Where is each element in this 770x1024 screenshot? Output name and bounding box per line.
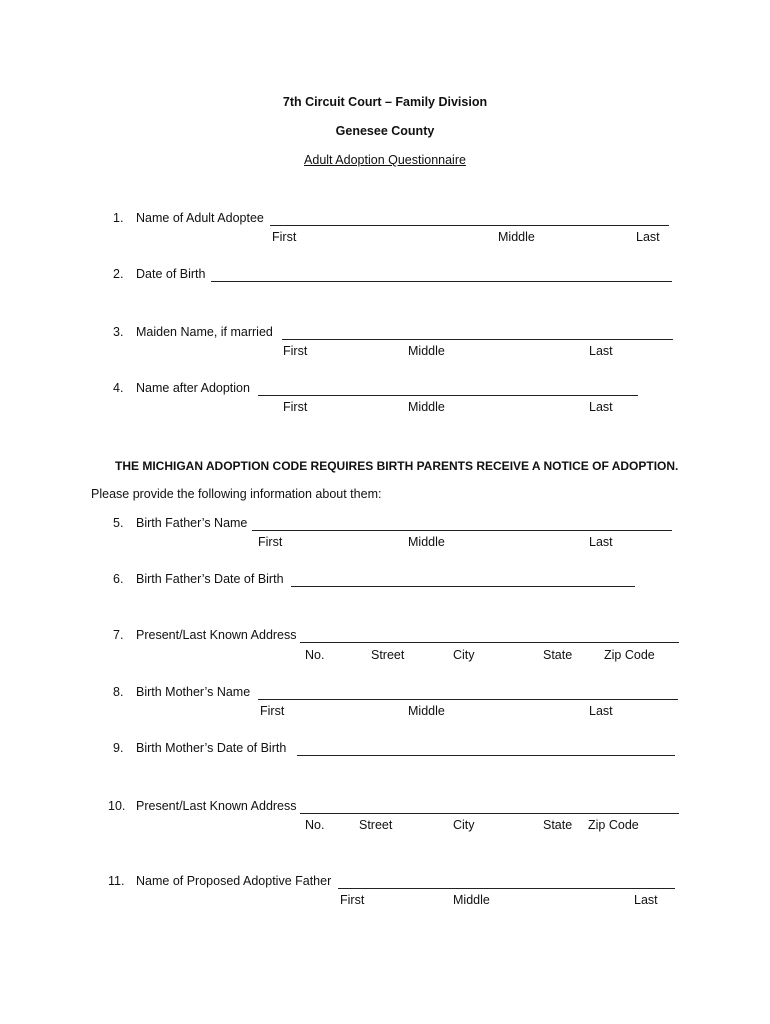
court-name: 7th Circuit Court – Family Division xyxy=(282,95,488,109)
sub-label-last: Last xyxy=(589,344,613,358)
field-label: Maiden Name, if married xyxy=(136,325,273,339)
field-number: 1. xyxy=(113,211,124,225)
sub-label-street: Street xyxy=(359,818,393,832)
sub-label-first: First xyxy=(283,400,308,414)
sub-label-last: Last xyxy=(634,893,658,907)
field-label: Date of Birth xyxy=(136,267,206,281)
field-label: Present/Last Known Address xyxy=(136,799,297,813)
field-number: 2. xyxy=(113,267,124,281)
instructions-text: Please provide the following information about them: xyxy=(91,487,382,501)
field-label: Birth Father’s Name xyxy=(136,516,248,530)
field-label: Name of Proposed Adoptive Father xyxy=(136,874,332,888)
field-number: 8. xyxy=(113,685,124,699)
sub-label-city: City xyxy=(453,648,475,662)
sub-label-middle: Middle xyxy=(498,230,535,244)
date-of-birth-line[interactable] xyxy=(211,281,672,282)
mother-address-line[interactable] xyxy=(300,813,679,814)
adoptive-father-name-line[interactable] xyxy=(338,888,675,889)
father-address-line[interactable] xyxy=(300,642,679,643)
sub-label-state: State xyxy=(543,818,573,832)
field-label: Name of Adult Adoptee xyxy=(136,211,264,225)
birth-father-dob-line[interactable] xyxy=(291,586,635,587)
birth-father-name-line[interactable] xyxy=(252,530,672,531)
field-number: 10. xyxy=(108,799,126,813)
sub-label-middle: Middle xyxy=(453,893,490,907)
field-number: 3. xyxy=(113,325,124,339)
field-number: 4. xyxy=(113,381,124,395)
sub-label-zip: Zip Code xyxy=(604,648,655,662)
sub-label-city: City xyxy=(453,818,475,832)
field-label: Birth Mother’s Date of Birth xyxy=(136,741,287,755)
form-title: Adult Adoption Questionnaire xyxy=(304,153,466,167)
sub-label-street: Street xyxy=(371,648,405,662)
field-number: 5. xyxy=(113,516,124,530)
sub-label-last: Last xyxy=(589,535,613,549)
birth-mother-name-line[interactable] xyxy=(258,699,678,700)
birth-mother-dob-line[interactable] xyxy=(297,755,675,756)
sub-label-no: No. xyxy=(305,648,325,662)
sub-label-last: Last xyxy=(589,400,613,414)
name-after-adoption-line[interactable] xyxy=(258,395,638,396)
adoption-code-notice: THE MICHIGAN ADOPTION CODE REQUIRES BIRTH PARENTS RECEIVE A NOTICE OF ADOPTION. xyxy=(115,459,679,473)
sub-label-last: Last xyxy=(636,230,660,244)
field-label: Birth Mother’s Name xyxy=(136,685,251,699)
sub-label-first: First xyxy=(283,344,308,358)
county-name: Genesee County xyxy=(335,124,435,138)
field-label: Present/Last Known Address xyxy=(136,628,297,642)
field-number: 6. xyxy=(113,572,124,586)
sub-label-first: First xyxy=(260,704,285,718)
sub-label-state: State xyxy=(543,648,573,662)
sub-label-middle: Middle xyxy=(408,400,445,414)
sub-label-middle: Middle xyxy=(408,344,445,358)
sub-label-first: First xyxy=(340,893,365,907)
adoptee-name-line[interactable] xyxy=(270,225,669,226)
sub-label-first: First xyxy=(272,230,297,244)
sub-label-first: First xyxy=(258,535,283,549)
field-number: 11. xyxy=(108,874,125,888)
field-label: Birth Father’s Date of Birth xyxy=(136,572,284,586)
field-label: Name after Adoption xyxy=(136,381,250,395)
field-number: 7. xyxy=(113,628,124,642)
sub-label-middle: Middle xyxy=(408,704,445,718)
sub-label-last: Last xyxy=(589,704,613,718)
maiden-name-line[interactable] xyxy=(282,339,673,340)
field-number: 9. xyxy=(113,741,124,755)
sub-label-zip: Zip Code xyxy=(588,818,639,832)
sub-label-middle: Middle xyxy=(408,535,445,549)
sub-label-no: No. xyxy=(305,818,325,832)
